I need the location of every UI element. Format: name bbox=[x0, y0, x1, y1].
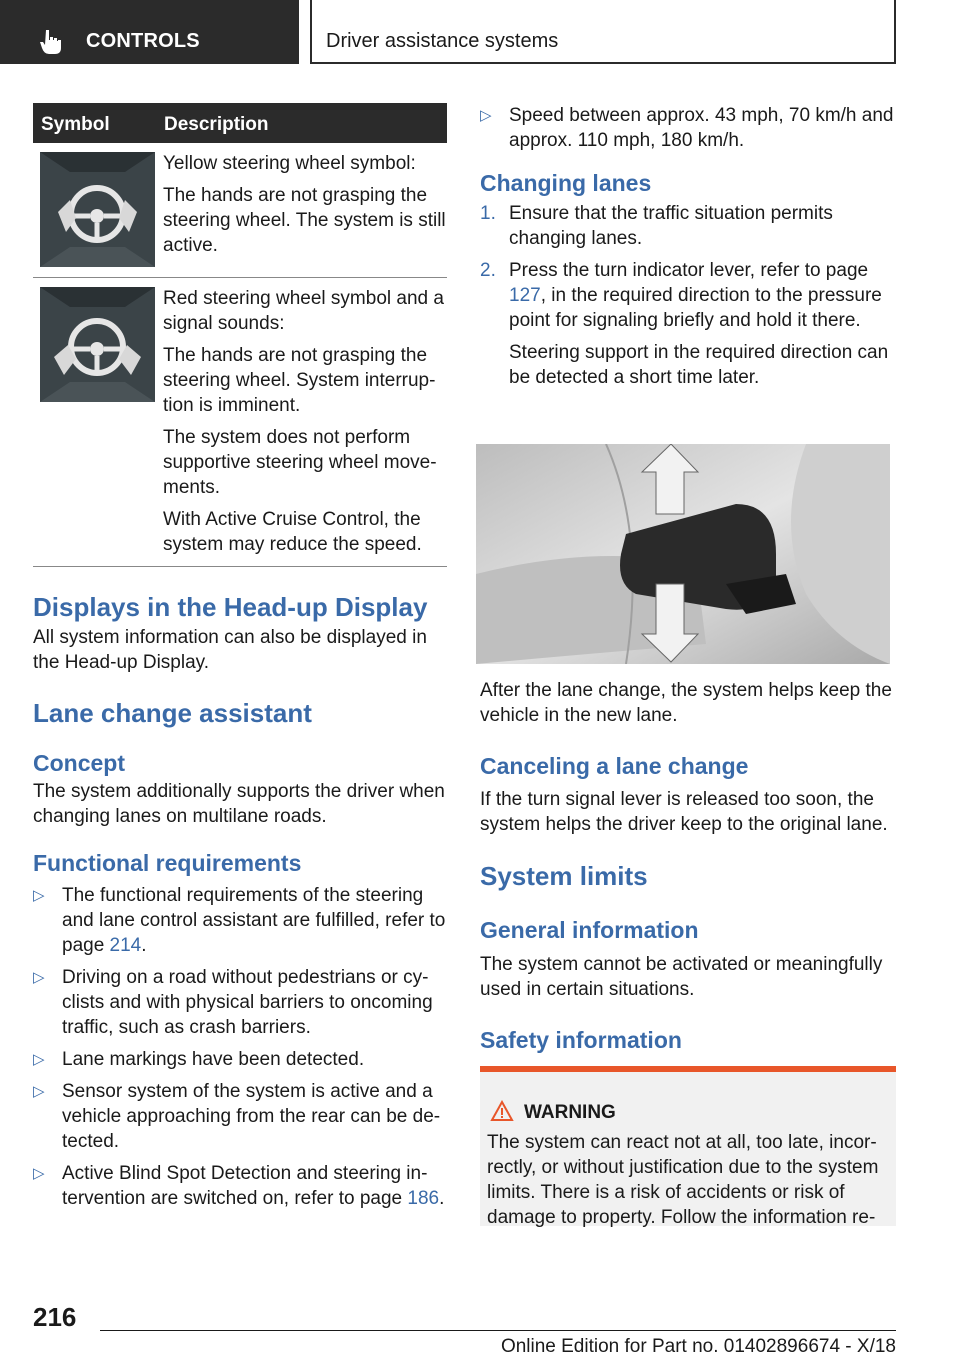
list-item bbox=[33, 1161, 447, 1211]
warning-box bbox=[480, 1066, 896, 1226]
description-column-header: Description bbox=[164, 114, 269, 135]
row-text: With Active Cruise Control, the system may reduce the speed. bbox=[163, 509, 422, 555]
item-text: Active Blind Spot Detection and steering in-tervention are switched on, refer to page bbox=[62, 1163, 428, 1209]
step-number: 2. bbox=[480, 260, 496, 281]
general-info-heading: General information bbox=[480, 917, 699, 943]
list-item bbox=[33, 883, 447, 958]
symbol-column-header: Symbol bbox=[41, 114, 110, 135]
safety-info-heading: Safety information bbox=[480, 1027, 682, 1053]
row-text: The hands are not grasping the steering wheel. The system is still active. bbox=[163, 185, 446, 256]
item-text: Lane markings have been detected. bbox=[62, 1049, 365, 1070]
page-link[interactable]: 214 bbox=[109, 935, 142, 956]
list-item bbox=[33, 965, 447, 1040]
item-text-end: . bbox=[141, 935, 147, 956]
list-item bbox=[480, 201, 896, 251]
after-change-text: After the lane change, the system helps keep the vehicle in the new lane. bbox=[480, 680, 892, 726]
row-text: The system does not perform supportive steering wheel move-ments. bbox=[163, 427, 437, 498]
list-item bbox=[480, 103, 896, 153]
item-text: Speed between approx. 43 mph, 70 km/h and approx. 110 mph, 180 km/h. bbox=[509, 105, 894, 151]
requirements-list-continued bbox=[480, 103, 896, 153]
step-text: , in the required direction to the pressure point for signaling briefly and hold it there. bbox=[509, 285, 882, 331]
canceling-heading: Canceling a lane change bbox=[480, 753, 749, 779]
canceling-body: If the turn signal lever is released too soon, the system helps the driver keep to the original lane. bbox=[480, 789, 888, 835]
hand-pointer-icon bbox=[40, 28, 64, 54]
right-column bbox=[480, 103, 896, 1053]
item-text: Driving on a road without pedestrians or cy-clists and with physical barriers to oncoming traffic, such as crash barriers. bbox=[62, 967, 433, 1038]
step-text: Ensure that the traffic situation permits changing lanes. bbox=[509, 203, 833, 249]
list-item bbox=[33, 1047, 447, 1072]
warning-triangle-icon bbox=[490, 1100, 514, 1122]
row-description bbox=[163, 143, 447, 258]
chapter-box bbox=[310, 0, 896, 64]
step-number: 1. bbox=[480, 203, 496, 224]
chapter-title: Driver assistance systems bbox=[326, 30, 559, 52]
page-link[interactable]: 127 bbox=[509, 285, 541, 306]
row-text: Yellow steering wheel symbol: bbox=[163, 153, 416, 174]
lca-heading: Lane change assistant bbox=[33, 698, 312, 728]
page-number: 216 bbox=[33, 1302, 77, 1332]
list-item bbox=[33, 1079, 447, 1154]
hud-heading: Displays in the Head-up Display bbox=[33, 592, 428, 622]
warning-body: The system can react not at all, too late, incor-rectly, or without justification due to the system limits. There is a risk of accidents or risk of damage to property. Follow the information re- bbox=[487, 1132, 879, 1228]
row-text: The hands are not grasping the steering wheel. System interrup-tion is imminent. bbox=[163, 345, 436, 416]
triangle-bullet-icon: ▷ bbox=[480, 107, 492, 124]
warning-label: WARNING bbox=[524, 1102, 616, 1123]
turn-signal-lever-illustration bbox=[476, 444, 890, 664]
triangle-bullet-icon: ▷ bbox=[33, 1051, 45, 1068]
section-tab bbox=[0, 0, 299, 64]
table-row bbox=[33, 278, 447, 567]
steps-list bbox=[480, 201, 896, 390]
row-description bbox=[163, 278, 447, 557]
left-column bbox=[33, 103, 447, 1218]
symbol-table-header bbox=[33, 103, 447, 143]
edition-text: Online Edition for Part no. 01402896674 - X/18 bbox=[500, 1336, 896, 1357]
item-text: Sensor system of the system is active and a vehicle approaching from the rear can be de-tected. bbox=[62, 1081, 441, 1152]
red-steering-wheel-hands-icon bbox=[40, 287, 155, 402]
requirements-list bbox=[33, 883, 447, 1211]
triangle-bullet-icon: ▷ bbox=[33, 969, 45, 986]
triangle-bullet-icon: ▷ bbox=[33, 887, 45, 904]
triangle-bullet-icon: ▷ bbox=[33, 1165, 45, 1182]
yellow-steering-wheel-hands-icon bbox=[40, 152, 155, 267]
triangle-bullet-icon: ▷ bbox=[33, 1083, 45, 1100]
footer-divider bbox=[100, 1330, 896, 1331]
page-header bbox=[0, 0, 960, 66]
changing-lanes-heading: Changing lanes bbox=[480, 170, 652, 196]
system-limits-heading: System limits bbox=[480, 861, 648, 891]
concept-heading: Concept bbox=[33, 750, 125, 776]
list-item bbox=[480, 258, 896, 390]
concept-body: The system additionally supports the driver when changing lanes on multilane roads. bbox=[33, 781, 445, 827]
step-note: Steering support in the required direction can be detected a short time later. bbox=[509, 342, 889, 388]
func-req-heading: Functional requirements bbox=[33, 850, 302, 876]
table-row bbox=[33, 143, 447, 278]
section-title: CONTROLS bbox=[86, 30, 200, 52]
general-info-body: The system cannot be activated or meaningfully used in certain situations. bbox=[480, 954, 883, 1000]
page-link[interactable]: 186 bbox=[407, 1188, 440, 1209]
step-text: Press the turn indicator lever, refer to page bbox=[509, 260, 869, 281]
item-text-end: . bbox=[439, 1188, 445, 1209]
row-text: Red steering wheel symbol and a signal sounds: bbox=[163, 288, 444, 334]
hud-body: All system information can also be displayed in the Head-up Display. bbox=[33, 627, 427, 673]
item-text: The functional requirements of the steering and lane control assistant are fulfilled, refer to page bbox=[62, 885, 446, 956]
